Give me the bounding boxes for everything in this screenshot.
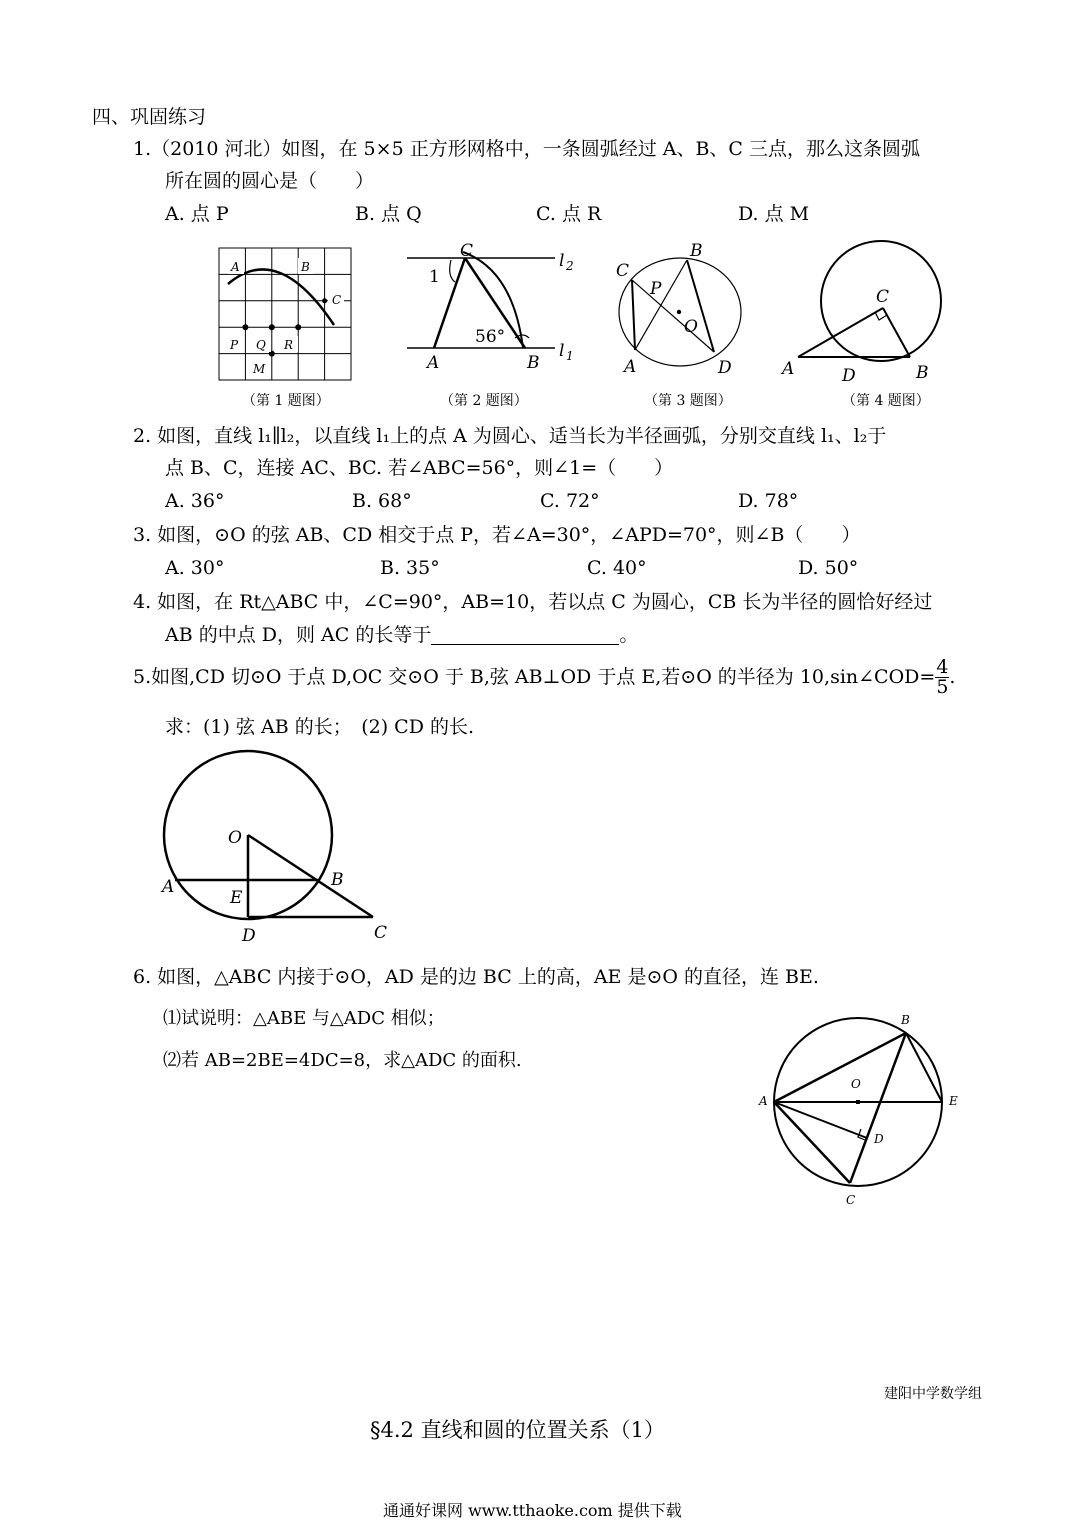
fig2-label-b: B	[527, 353, 540, 373]
site-credit: 通通好课网 www.tthaoke.com 提供下载	[383, 1501, 682, 1520]
fig6-label-o: O	[851, 1077, 861, 1091]
q4-answer-blank[interactable]	[431, 627, 619, 645]
fig2-label-c: C	[460, 241, 474, 261]
q2-line1: 2. 如图，直线 l₁∥l₂，以直线 l₁上的点 A 为圆心、适当长为半径画弧，分别交直线 l₁、l₂于	[133, 425, 887, 447]
q5-fraction-numerator: 4	[936, 656, 949, 678]
q1-option-a: A. 点 P	[165, 203, 229, 225]
fig5-label-c: C	[374, 923, 388, 943]
q4-line2-end: 。	[619, 624, 639, 646]
q5-fraction	[935, 658, 949, 697]
q6-line1: 6. 如图，△ABC 内接于⊙O，AD 是的边 BC 上的高，AE 是⊙O 的直径，连 BE.	[133, 966, 819, 988]
figure-3-caption: （第 3 题图）	[644, 393, 732, 409]
next-section-title: §4.2 直线和圆的位置关系（1）	[370, 1418, 665, 1442]
fig6-label-d: D	[874, 1132, 884, 1146]
fig6-label-c: C	[846, 1193, 856, 1207]
fig2-label-l1-sub: 1	[566, 349, 574, 363]
fig1-label-a: A	[231, 260, 240, 274]
fig2-label-a: A	[427, 353, 440, 373]
fig5-label-e: E	[230, 888, 243, 908]
fig1-label-r: R	[284, 338, 294, 352]
section-heading: 四、巩固练习	[92, 106, 207, 128]
q2-option-d: D. 78°	[738, 490, 799, 512]
q5-line1-end: .	[949, 666, 956, 688]
figure-4	[778, 238, 948, 386]
q1-option-c: C. 点 R	[536, 203, 602, 225]
fig4-label-d: D	[842, 366, 856, 386]
fig4-label-a: A	[782, 359, 795, 379]
fig1-label-q: Q	[256, 338, 266, 352]
q5-line2: 求：(1) 弦 AB 的长； (2) CD 的长.	[165, 716, 475, 738]
fig5-label-b: B	[331, 870, 344, 890]
fig2-label-l1: l	[559, 341, 565, 361]
q2-option-b: B. 68°	[352, 490, 412, 512]
q5-fraction-denominator: 5	[936, 676, 949, 698]
fig3-label-o: O	[684, 317, 698, 337]
q3-line1: 3. 如图，⊙O 的弦 AB、CD 相交于点 P，若∠A=30°，∠APD=70°，则∠B（ ）	[133, 524, 861, 546]
fig2-label-l2: l	[559, 251, 565, 271]
q1-option-d: D. 点 M	[738, 203, 810, 225]
q3-option-d: D. 50°	[798, 557, 859, 579]
fig3-label-a: A	[624, 357, 637, 377]
figure-2-caption: （第 2 题图）	[440, 393, 528, 409]
fig2-angle-56: 56°	[475, 327, 506, 347]
fig5-label-o: O	[228, 828, 242, 848]
figure-5	[158, 755, 398, 955]
q5-line1-text: 5.如图,CD 切⊙O 于点 D,OC 交⊙O 于 B,弦 AB⊥OD 于点 E,若⊙O 的半径为 10,sin∠COD=	[133, 666, 936, 688]
fig6-label-e: E	[949, 1094, 958, 1108]
fig3-label-c: C	[616, 261, 630, 281]
fig5-label-a: A	[162, 877, 175, 897]
fig6-label-b: B	[901, 1013, 910, 1027]
q3-option-c: C. 40°	[587, 557, 647, 579]
q6-line3: ⑵若 AB=2BE=4DC=8，求△ADC 的面积.	[163, 1050, 522, 1071]
q6-line2: ⑴试说明：△ABE 与△ADC 相似；	[163, 1008, 445, 1029]
fig4-label-b: B	[916, 363, 929, 383]
figure-3	[612, 240, 752, 380]
figure-1-grid	[218, 247, 353, 382]
q4-line2-text: AB 的中点 D，则 AC 的长等于	[165, 624, 432, 646]
q5-line1	[133, 658, 955, 697]
q2-option-a: A. 36°	[165, 490, 225, 512]
figure-4-caption: （第 4 题图）	[842, 393, 930, 409]
figure-1-caption: （第 1 题图）	[242, 393, 330, 409]
fig6-label-a: A	[759, 1094, 768, 1108]
fig4-label-c: C	[876, 287, 890, 307]
fig1-label-b: B	[301, 260, 310, 274]
q1-option-b: B. 点 Q	[355, 203, 422, 225]
q2-option-c: C. 72°	[540, 490, 600, 512]
fig5-label-d: D	[242, 926, 256, 946]
q2-line2: 点 B、C，连接 AC、BC. 若∠ABC=56°，则∠1=（ ）	[165, 457, 674, 479]
fig3-label-p: P	[650, 279, 662, 299]
figure-2	[405, 240, 585, 375]
fig3-label-b: B	[690, 241, 703, 261]
fig1-label-m: M	[253, 362, 266, 376]
q4-line2	[165, 626, 638, 645]
q1-line1: 1.（2010 河北）如图，在 5×5 正方形网格中，一条圆弧经过 A、B、C 三点，那么这条圆弧	[133, 138, 920, 160]
q3-option-b: B. 35°	[380, 557, 440, 579]
q1-line2: 所在圆的圆心是（ ）	[165, 170, 375, 192]
q3-option-a: A. 30°	[165, 557, 225, 579]
fig1-label-c: C	[332, 293, 342, 307]
fig2-label-l2-sub: 2	[566, 259, 574, 273]
school-credit: 建阳中学数学组	[884, 1386, 982, 1402]
fig2-angle-1: 1	[429, 267, 440, 287]
q4-line1: 4. 如图，在 Rt△ABC 中，∠C=90°，AB=10，若以点 C 为圆心，CB 长为半径的圆恰好经过	[133, 591, 933, 613]
figure-6	[755, 1008, 970, 1213]
fig1-label-p: P	[230, 338, 239, 352]
fig3-label-d: D	[718, 358, 732, 378]
